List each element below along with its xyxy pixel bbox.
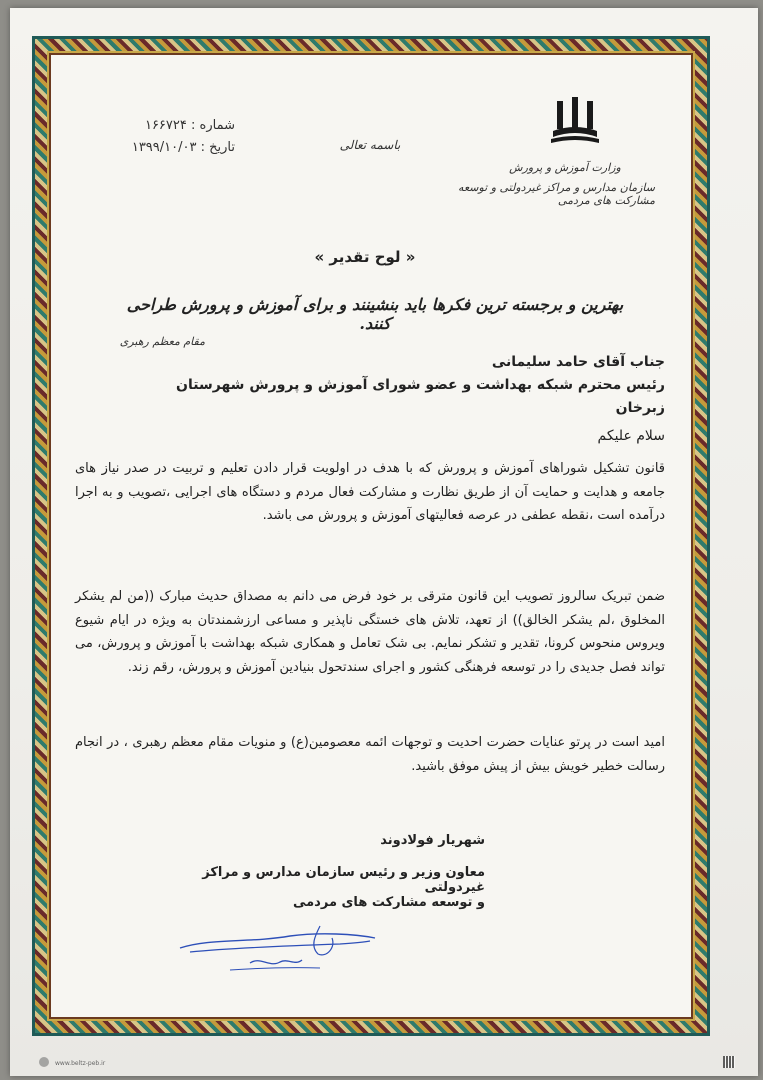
addressee-position: رئیس محترم شبکه بهداشت و عضو شورای آموزش و پرورش شهرستان زبرخان bbox=[176, 377, 665, 416]
addressee-name: جناب آقای حامد سلیمانی bbox=[491, 354, 665, 370]
barcode-icon bbox=[723, 1056, 735, 1068]
ministry-name: وزارت آموزش و پرورش bbox=[509, 161, 621, 174]
certificate-sheet bbox=[10, 8, 758, 1076]
number-label: شماره : bbox=[191, 118, 235, 133]
letter-number-row bbox=[65, 115, 235, 137]
footer-url: www.beltz-peb.ir bbox=[55, 1060, 106, 1067]
signer-title-line2: و توسعه مشارکت های مردمی bbox=[292, 895, 485, 910]
quote-source: مقام معظم رهبری bbox=[119, 335, 205, 348]
certificate-content bbox=[65, 103, 665, 943]
date-value: ۱۳۹۹/۱۰/۰۳ bbox=[131, 140, 197, 155]
organization-name: سازمان مدارس و مراکز غیردولتی و توسعه مشارکت های مردمی bbox=[458, 181, 655, 207]
number-value: ۱۶۶۷۲۴ bbox=[144, 118, 187, 133]
letter-date-row bbox=[65, 137, 235, 159]
footer-logo-icon bbox=[39, 1057, 49, 1067]
body-paragraph: ضمن تبریک سالروز تصویب این قانون مترقی بر خود فرض می دانم به مصداق حدیث مبارک ((من لم یشکر المخلوق ،لم یشکر الخالق)) از تعهد، تلاش های خستگی ناپذیر و مساعی ارزشمندتان به ویژه در ایام شیوع ویروس منحوس کرونا، تقدیر و تشکر نمایم. بی شک تعامل و همکاری شبکه بهداشت با آموزش و پرورش، می تواند فصل جدیدی را در توسعه فرهنگی کشور و اجرای سندتحول بنیادین آموزش و پرورش، رقم زند. bbox=[75, 589, 665, 675]
date-label: تاریخ : bbox=[200, 140, 235, 155]
signer-name: شهریار فولادوند bbox=[380, 833, 485, 848]
basmala: باسمه تعالی bbox=[339, 138, 401, 152]
body-paragraph: امید است در پرتو عنایات حضرت احدیت و توجهات ائمه معصومین(ع) و منویات مقام معظم رهبری ، در انجام رسالت خطیر خویش بیش از پیش موفق باشید. bbox=[75, 735, 665, 774]
leader-quote: بهترین و برجسته ترین فکرها باید بنشینند و برای آموزش و پرورش طراحی کنند. bbox=[126, 295, 624, 333]
certificate-title: « لوح تقدیر » bbox=[314, 248, 416, 266]
ministry-logo-icon bbox=[545, 93, 605, 153]
handwritten-signature bbox=[170, 918, 380, 978]
signer-title-line1: معاون وزیر و رئیس سازمان مدارس و مراکز غیردولتی bbox=[202, 865, 485, 895]
addressee-block bbox=[145, 351, 665, 420]
greeting: سلام علیکم bbox=[597, 428, 665, 444]
body-paragraph: قانون تشکیل شوراهای آموزش و پرورش که با هدف در اولویت قرار دادن تعلیم و تربیت در صدر نیاز های جامعه و هدایت و حمایت آن از طریق نظارت و مشارکت فعال مردم و دستگاه های اجرایی ،تصویب و به اجرا درآمده است ،نقطه عطفی در عرصه فعالیتهای آموزش و پرورش می باشد. bbox=[75, 461, 665, 524]
letter-reference bbox=[65, 115, 235, 159]
